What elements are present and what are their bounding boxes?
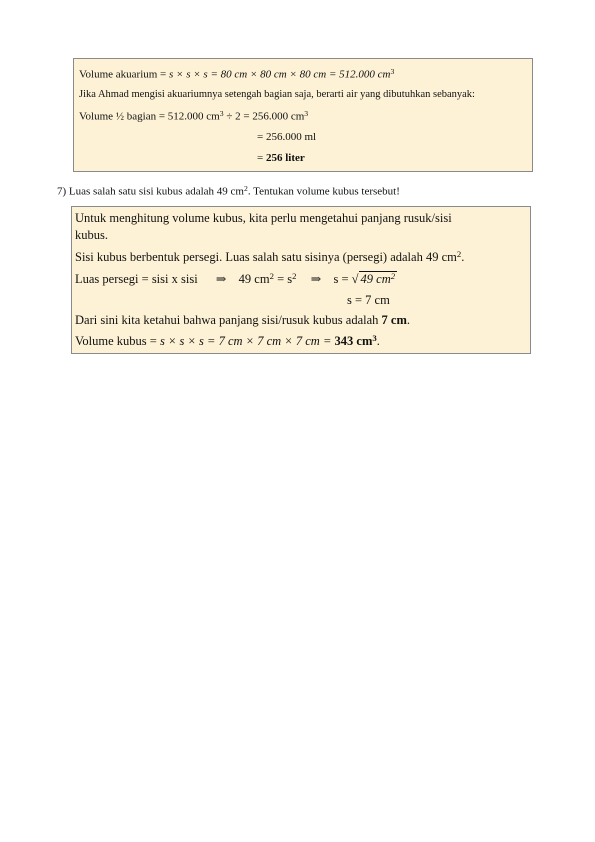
solution-box-aquarium [73,58,533,172]
implies-arrow: ⇒ [215,271,227,286]
text: Dari sini kita ketahui bahwa panjang sisi/rusuk kubus adalah [75,313,382,327]
superscript: 2 [292,271,297,281]
face-area-line [75,250,464,263]
half-fill-statement: Jika Ahmad mengisi akuariumnya setengah bagian saja, berarti air yang dibutuhkan sebanyak: [79,89,475,100]
superscript: 2 [390,271,396,281]
superscript: 2 [456,249,462,259]
square-root [352,272,397,285]
text: Volume kubus = [75,333,160,348]
math-expression: s × s × s = 7 cm × 7 cm × 7 cm = [159,333,335,348]
answer-bold: 7 cm [381,313,407,327]
superscript: 3 [390,67,395,76]
volume-aquarium-line [79,68,394,80]
side-conclusion [75,314,410,327]
superscript: 3 [372,333,377,343]
intro-line-cont: kubus. [75,228,108,242]
answer-bold: 343 cm [334,333,373,348]
implies-arrow: ⇒ [310,271,322,286]
text: . [376,333,380,348]
text: . [461,249,465,264]
text: 7) Luas salah satu sisi kubus adalah 49 cm [57,185,244,198]
math-expression: s × s × s = 80 cm × 80 cm × 80 cm = 512.000 cm [169,68,391,81]
side-result: s = 7 cm [347,293,390,307]
intro-line: Untuk menghitung volume kubus, kita perlu mengetahui panjang rusuk/sisi [75,211,452,225]
superscript: 2 [243,184,248,193]
half-volume-line [79,110,308,122]
text: = s [273,271,293,286]
text: 49 cm [238,271,270,286]
superscript: 3 [304,109,309,118]
superscript: 3 [219,109,224,118]
superscript: 2 [269,271,274,281]
radicand: 49 cm [360,271,391,286]
solution-box-cube [71,206,531,354]
cube-volume-line [75,334,380,347]
text: Sisi kubus berbentuk persegi. Luas salah satu sisinya (persegi) adalah 49 cm [75,249,457,264]
answer-bold: 256 liter [265,152,305,164]
text: Volume akuarium = [79,68,170,81]
text: ÷ 2 = 256.000 cm [223,110,305,123]
question-7 [57,184,400,197]
volume-ml-line: = 256.000 ml [257,131,317,143]
text: . [406,313,410,327]
text: s = [333,271,352,286]
text: = [257,152,266,164]
text: Volume ½ bagian = 512.000 cm [79,110,220,123]
text: Luas persegi = sisi x sisi [75,271,198,286]
text: . Tentukan volume kubus tersebut! [247,185,400,198]
volume-liter-line [257,153,305,164]
sqrt-symbol: √ [351,271,359,286]
square-area-derivation [75,272,397,285]
